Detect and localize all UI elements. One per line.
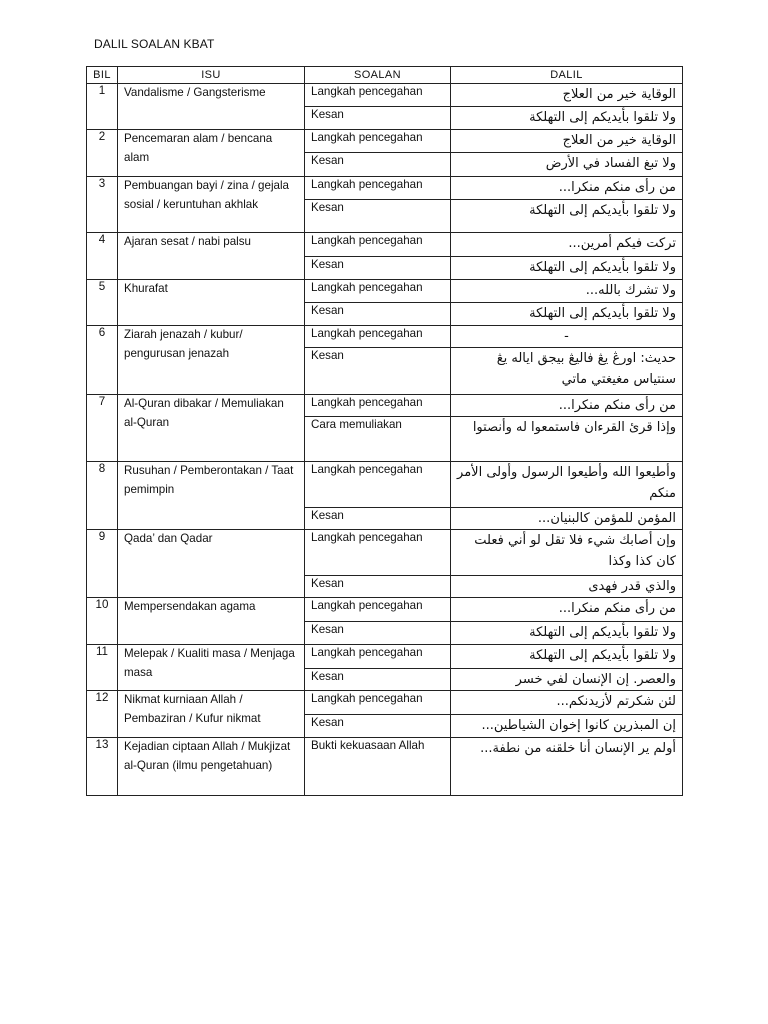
table-row xyxy=(87,177,683,200)
soalan-cell: Kesan xyxy=(305,153,451,177)
bil-cell: 8 xyxy=(87,462,118,530)
isu-cell: Mempersendakan agama xyxy=(118,598,305,645)
soalan-cell: Langkah pencegahan xyxy=(305,84,451,107)
header-bil: BIL xyxy=(87,67,118,84)
dalil-cell: ولا تشرك بالله... xyxy=(451,280,683,303)
dalil-cell: - xyxy=(451,326,683,348)
dalil-cell: من رأى منكم منكرا... xyxy=(451,177,683,200)
soalan-cell: Cara memuliakan xyxy=(305,417,451,462)
page-title: DALIL SOALAN KBAT xyxy=(94,37,215,51)
table-row xyxy=(87,233,683,257)
soalan-cell: Kesan xyxy=(305,348,451,395)
header-dalil: DALIL xyxy=(451,67,683,84)
bil-cell: 9 xyxy=(87,530,118,598)
dalil-cell: حديث: اورڠ يڠ فاليڠ بيجق اياله يڠ سنتياس مغيغتي ماتي xyxy=(451,348,683,395)
dalil-cell: ولا تلقوا بأيديكم إلى التهلكة xyxy=(451,107,683,130)
soalan-cell: Langkah pencegahan xyxy=(305,462,451,508)
dalil-cell: ولا تلقوا بأيديكم إلى التهلكة xyxy=(451,200,683,233)
table-header-row xyxy=(87,67,683,84)
dalil-cell: إن المبذرين كانوا إخوان الشياطين... xyxy=(451,715,683,738)
bil-cell: 4 xyxy=(87,233,118,280)
bil-cell: 1 xyxy=(87,84,118,130)
table-row xyxy=(87,84,683,107)
bil-cell: 2 xyxy=(87,130,118,177)
dalil-cell: تركت فيكم أمرين... xyxy=(451,233,683,257)
dalil-cell: والذي قدر فهدى xyxy=(451,576,683,598)
soalan-cell: Kesan xyxy=(305,669,451,691)
soalan-cell: Kesan xyxy=(305,508,451,530)
soalan-cell: Kesan xyxy=(305,576,451,598)
bil-cell: 12 xyxy=(87,691,118,738)
soalan-cell: Kesan xyxy=(305,107,451,130)
dalil-cell: وإذا قرئ القرءان فاستمعوا له وأنصتوا xyxy=(451,417,683,462)
isu-cell: Rusuhan / Pemberontakan / Taat pemimpin xyxy=(118,462,305,530)
soalan-cell: Langkah pencegahan xyxy=(305,177,451,200)
isu-cell: Pencemaran alam / bencana alam xyxy=(118,130,305,177)
table-row xyxy=(87,530,683,576)
soalan-cell: Kesan xyxy=(305,257,451,280)
isu-cell: Khurafat xyxy=(118,280,305,326)
isu-cell: Nikmat kurniaan Allah / Pembaziran / Kufur nikmat xyxy=(118,691,305,738)
soalan-cell: Langkah pencegahan xyxy=(305,645,451,669)
soalan-cell: Bukti kekuasaan Allah xyxy=(305,738,451,796)
dalil-cell: الوقاية خير من العلاج xyxy=(451,84,683,107)
dalil-cell: الوقاية خير من العلاج xyxy=(451,130,683,153)
soalan-cell: Kesan xyxy=(305,715,451,738)
isu-cell: Ajaran sesat / nabi palsu xyxy=(118,233,305,280)
table-row xyxy=(87,462,683,508)
soalan-cell: Langkah pencegahan xyxy=(305,280,451,303)
bil-cell: 5 xyxy=(87,280,118,326)
bil-cell: 7 xyxy=(87,395,118,462)
table-row xyxy=(87,395,683,417)
header-isu: ISU xyxy=(118,67,305,84)
isu-cell: Melepak / Kualiti masa / Menjaga masa xyxy=(118,645,305,691)
soalan-cell: Langkah pencegahan xyxy=(305,326,451,348)
dalil-cell: ولا تبغ الفساد في الأرض xyxy=(451,153,683,177)
dalil-cell: لئن شكرتم لأزيدنكم... xyxy=(451,691,683,715)
isu-cell: Pembuangan bayi / zina / gejala sosial / keruntuhan akhlak xyxy=(118,177,305,233)
soalan-cell: Langkah pencegahan xyxy=(305,691,451,715)
soalan-cell: Langkah pencegahan xyxy=(305,233,451,257)
dalil-cell: ولا تلقوا بأيديكم إلى التهلكة xyxy=(451,645,683,669)
table-row xyxy=(87,691,683,715)
isu-cell: Ziarah jenazah / kubur/ pengurusan jenazah xyxy=(118,326,305,395)
table-row xyxy=(87,738,683,796)
bil-cell: 6 xyxy=(87,326,118,395)
isu-cell: Kejadian ciptaan Allah / Mukjizat al-Quran (ilmu pengetahuan) xyxy=(118,738,305,796)
isu-cell: Al-Quran dibakar / Memuliakan al-Quran xyxy=(118,395,305,462)
table-row xyxy=(87,326,683,348)
soalan-cell: Kesan xyxy=(305,303,451,326)
bil-cell: 3 xyxy=(87,177,118,233)
soalan-cell: Kesan xyxy=(305,622,451,645)
header-soalan: SOALAN xyxy=(305,67,451,84)
dalil-cell: وإن أصابك شيء فلا تقل لو أني فعلت كان كذا وكذا xyxy=(451,530,683,576)
soalan-cell: Langkah pencegahan xyxy=(305,530,451,576)
table-row xyxy=(87,645,683,669)
table-row xyxy=(87,130,683,153)
dalil-table xyxy=(86,66,683,796)
dalil-cell: ولا تلقوا بأيديكم إلى التهلكة xyxy=(451,257,683,280)
isu-cell: Vandalisme / Gangsterisme xyxy=(118,84,305,130)
soalan-cell: Langkah pencegahan xyxy=(305,395,451,417)
table-row xyxy=(87,280,683,303)
isu-cell: Qada’ dan Qadar xyxy=(118,530,305,598)
dalil-cell: وأطيعوا الله وأطيعوا الرسول وأولى الأمر منكم xyxy=(451,462,683,508)
soalan-cell: Langkah pencegahan xyxy=(305,598,451,622)
soalan-cell: Langkah pencegahan xyxy=(305,130,451,153)
bil-cell: 11 xyxy=(87,645,118,691)
dalil-cell: ولا تلقوا بأيديكم إلى التهلكة xyxy=(451,303,683,326)
dalil-cell: من رأى منكم منكرا... xyxy=(451,395,683,417)
bil-cell: 13 xyxy=(87,738,118,796)
dalil-cell: أولم ير الإنسان أنا خلقنه من نطفة... xyxy=(451,738,683,796)
table-row xyxy=(87,598,683,622)
table-body xyxy=(87,84,683,796)
dalil-cell: المؤمن للمؤمن كالبنيان... xyxy=(451,508,683,530)
dalil-cell: ولا تلقوا بأيديكم إلى التهلكة xyxy=(451,622,683,645)
soalan-cell: Kesan xyxy=(305,200,451,233)
dalil-cell: من رأى منكم منكرا... xyxy=(451,598,683,622)
dalil-cell: والعصر. إن الإنسان لفي خسر xyxy=(451,669,683,691)
bil-cell: 10 xyxy=(87,598,118,645)
